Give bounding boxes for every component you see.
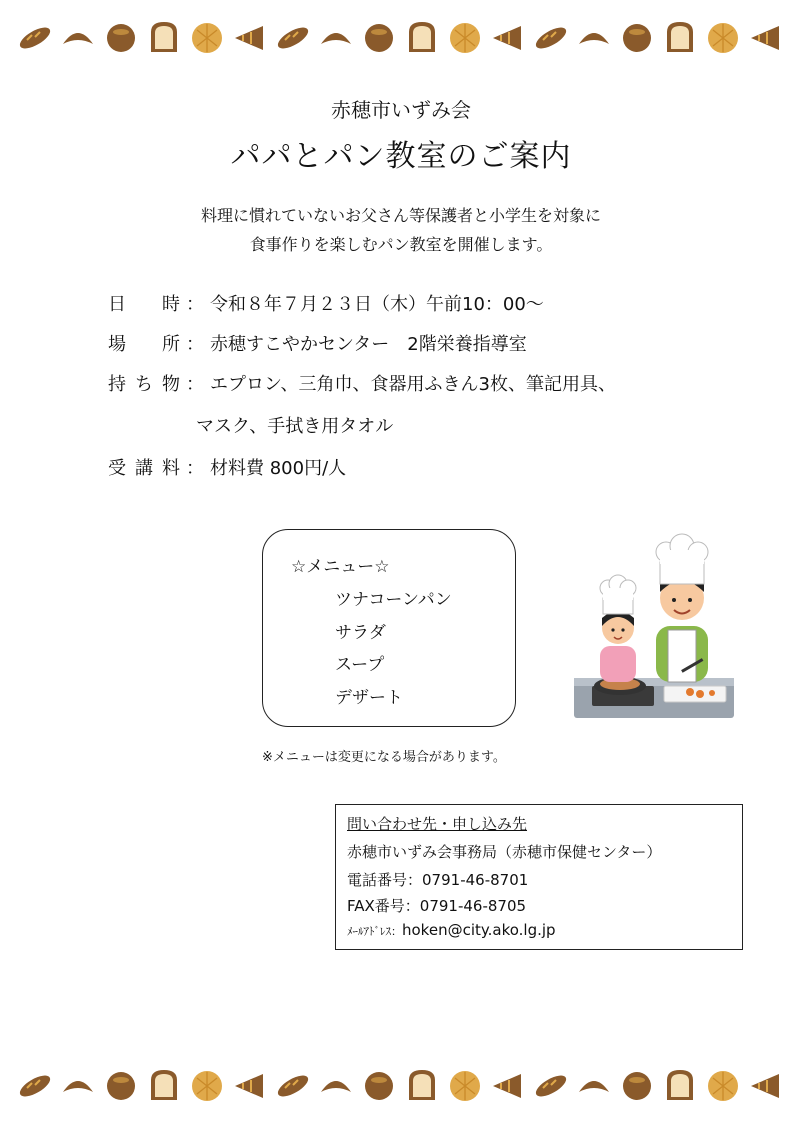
melon-pan-icon <box>708 23 738 53</box>
toast-icon <box>409 1070 435 1100</box>
colon: ： <box>186 458 204 479</box>
menu-list <box>335 584 452 714</box>
toast-icon <box>151 1070 177 1100</box>
email-address: hoken@city.ako.lg.jp <box>402 921 556 939</box>
fee-value: 材料費 800円/人 <box>210 458 347 479</box>
melon-pan-icon <box>450 1071 480 1101</box>
place-label: 場 所 <box>108 334 180 355</box>
fee-label: 受講料 <box>108 458 180 479</box>
bun-icon <box>623 24 651 52</box>
colon: ： <box>186 294 204 315</box>
toast-icon <box>667 22 693 52</box>
croissant-icon <box>63 33 93 44</box>
toast-icon <box>667 1070 693 1100</box>
menu-title: ☆メニュー☆ <box>291 557 390 577</box>
bun-icon <box>623 1072 651 1100</box>
menu-item: デザート <box>335 687 403 708</box>
cornet-icon <box>493 1074 521 1098</box>
bread-border-top <box>14 18 788 58</box>
baguette-icon <box>533 1071 569 1100</box>
detail-items <box>108 363 728 403</box>
event-details <box>108 283 728 487</box>
toast-icon <box>409 22 435 52</box>
colon: ： <box>186 374 204 395</box>
melon-pan-icon <box>708 1071 738 1101</box>
items-value-continued: マスク、手拭き用タオル <box>196 416 394 437</box>
tel-label: 電話番号： <box>347 871 423 889</box>
melon-pan-icon <box>450 23 480 53</box>
baguette-icon <box>533 23 569 52</box>
contact-office: 赤穂市いずみ会事務局（赤穂市保健センター） <box>347 843 662 861</box>
croissant-icon <box>321 33 351 44</box>
bread-border-bottom <box>14 1066 788 1106</box>
place-value: 赤穂すこやかセンター 2階栄養指導室 <box>210 334 527 355</box>
baguette-icon <box>17 1071 53 1100</box>
detail-fee <box>108 447 728 487</box>
organization-name: 赤穂市いずみ会 <box>331 98 471 122</box>
melon-pan-icon <box>192 1071 222 1101</box>
melon-pan-icon <box>192 23 222 53</box>
bun-icon <box>107 24 135 52</box>
fax-label: FAX番号： <box>347 897 420 915</box>
detail-items-continued <box>108 403 728 447</box>
contact-heading: 問い合わせ先・申し込み先 <box>347 815 528 833</box>
croissant-icon <box>579 1081 609 1092</box>
bun-icon <box>365 24 393 52</box>
bun-icon <box>365 1072 393 1100</box>
contact-email <box>347 921 556 939</box>
croissant-icon <box>63 1081 93 1092</box>
colon: ： <box>186 334 204 355</box>
intro-text <box>0 201 802 259</box>
bun-icon <box>107 1072 135 1100</box>
baguette-icon <box>17 23 53 52</box>
email-label: ﾒｰﾙｱﾄﾞﾚｽ： <box>347 925 402 938</box>
baguette-icon <box>275 1071 311 1100</box>
detail-place <box>108 323 728 363</box>
menu-change-note: ※メニューは変更になる場合があります。 <box>262 750 506 765</box>
croissant-icon <box>321 1081 351 1092</box>
contact-fax <box>347 895 526 916</box>
menu-item: サラダ <box>335 622 386 643</box>
detail-date <box>108 283 728 323</box>
date-label: 日 時 <box>108 294 180 315</box>
croissant-icon <box>579 33 609 44</box>
menu-box <box>262 529 516 727</box>
intro-line: 料理に慣れていないお父さん等保護者と小学生を対象に <box>200 206 601 225</box>
menu-item: ツナコーンパン <box>335 590 452 610</box>
cornet-icon <box>493 26 521 50</box>
contact-box <box>335 804 743 950</box>
cornet-icon <box>751 1074 779 1098</box>
contact-tel <box>347 869 528 890</box>
items-label: 持ち物 <box>108 374 180 395</box>
cornet-icon <box>235 26 263 50</box>
items-value: エプロン、三角巾、食器用ふきん3枚、筆記用具、 <box>210 374 617 395</box>
fax-number: 0791-46-8705 <box>419 897 527 915</box>
intro-line: 食事作りを楽しむパン教室を開催します。 <box>249 235 553 254</box>
page-title: パパとパン教室のご案内 <box>230 139 572 174</box>
menu-item: スープ <box>335 655 385 675</box>
toast-icon <box>151 22 177 52</box>
cornet-icon <box>751 26 779 50</box>
baguette-icon <box>275 23 311 52</box>
cooking-illustration <box>572 522 736 722</box>
date-value: 令和８年７月２３日（木）午前10：00～ <box>210 294 544 315</box>
tel-number: 0791-46-8701 <box>422 871 529 889</box>
cornet-icon <box>235 1074 263 1098</box>
